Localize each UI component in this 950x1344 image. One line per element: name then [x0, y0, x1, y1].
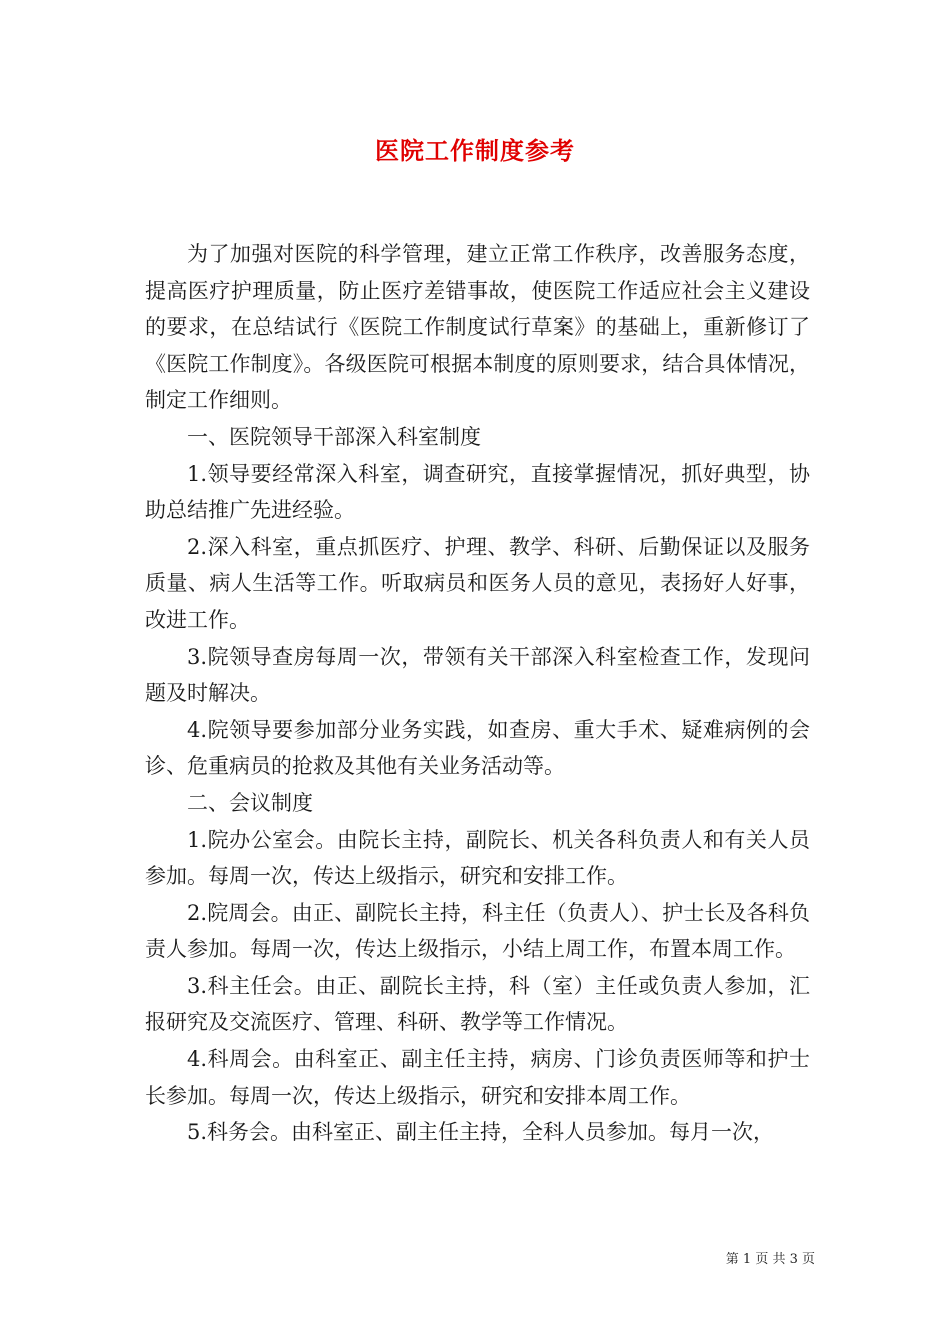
document-title: 医院工作制度参考	[375, 136, 575, 165]
section-2-item-3: 3.科主任会。由正、副院长主持，科（室）主任或负责人参加，汇报研究及交流医疗、管理、科研、教学等工作情况。	[145, 973, 810, 1035]
section-heading-1: 一、医院领导干部深入科室制度	[187, 424, 481, 449]
section-2-item-2: 2.院周会。由正、副院长主持，科主任（负责人）、护士长及各科负责人参加。每周一次，传达上级指示，小结上周工作，布置本周工作。	[145, 900, 810, 962]
section-2-item-4: 4.科周会。由科室正、副主任主持，病房、门诊负责医师等和护士长参加。每周一次，传达上级指示，研究和安排本周工作。	[145, 1047, 810, 1108]
section-heading-2: 二、会议制度	[187, 790, 313, 815]
section-2-item-1: 1.院办公室会。由院长主持，副院长、机关各科负责人和有关人员参加。每周一次，传达上级指示，研究和安排工作。	[145, 827, 810, 889]
section-1-item-2: 2.深入科室，重点抓医疗、护理、教学、科研、后勤保证以及服务质量、病人生活等工作。听取病员和医务人员的意见，表扬好人好事，改进工作。	[145, 534, 810, 632]
page-number: 第 1 页 共 3 页	[725, 1252, 815, 1267]
intro-paragraph: 为了加强对医院的科学管理，建立正常工作秩序，改善服务态度，提高医疗护理质量，防止医疗差错事故，使医院工作适应社会主义建设的要求，在总结试行《医院工作制度试行草案》的基础上，重新修订了《医院工作制度》。各级医院可根据本制度的原则要求，结合具体情况，制定工作细则。	[145, 242, 810, 413]
section-2-item-5: 5.科务会。由科室正、副主任主持，全科人员参加。每月一次，	[187, 1120, 775, 1145]
document-body	[145, 236, 810, 1151]
section-1-item-3: 3.院领导查房每周一次，带领有关干部深入科室检查工作，发现问题及时解决。	[145, 644, 810, 706]
section-1-item-4: 4.院领导要参加部分业务实践，如查房、重大手术、疑难病例的会诊、危重病员的抢救及其他有关业务活动等。	[145, 717, 810, 779]
section-1-item-1: 1.领导要经常深入科室，调查研究，直接掌握情况，抓好典型，协助总结推广先进经验。	[145, 461, 810, 523]
